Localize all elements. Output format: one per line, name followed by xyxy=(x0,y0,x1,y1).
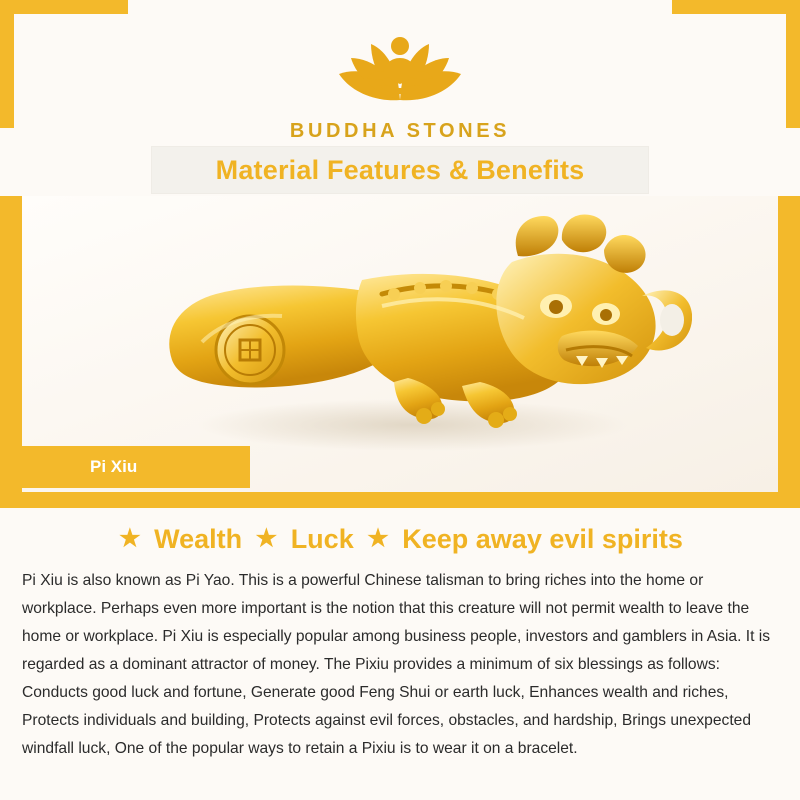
brand-logo xyxy=(0,22,800,143)
corner-frame-top-left-horizontal xyxy=(0,0,128,14)
benefits-headline xyxy=(0,524,800,555)
right-accent-band xyxy=(778,196,800,492)
product-label-bar xyxy=(22,446,250,488)
product-label: Pi Xiu xyxy=(90,457,138,476)
description-text: Pi Xiu is also known as Pi Yao. This is a powerful Chinese talisman to bring riches into the home or workplace. Perhaps even more important is the notion that this creature will not permit wealth to leave the home or workplace. Pi Xiu is especially popular among business people, investors and gamblers in Asia. It is regarded as a dominant attractor of money. The Pixiu provides a minimum of six blessings as follows: Conducts good luck and fortune, Generate good Feng Shui or earth luck, Enhances wealth and riches, Protects individuals and building, Protects against evil forces, obstacles, and hardship, Brings unexpected windfall luck, One of the popular ways to retain a Pixiu is to wear it on a bracelet. xyxy=(22,572,771,757)
brand-name: BUDDHA STONES xyxy=(289,120,511,142)
star-icon: ★ xyxy=(119,525,141,552)
lotus-meditation-figure-icon xyxy=(305,22,495,118)
section-title-banner xyxy=(152,147,648,193)
star-icon: ★ xyxy=(367,525,389,552)
gold-pixiu-pendant-image xyxy=(132,210,692,460)
bottom-accent-band xyxy=(0,492,800,508)
description-section xyxy=(0,508,800,800)
star-icon: ★ xyxy=(255,525,278,552)
benefit-item-1: Wealth xyxy=(154,524,243,554)
left-accent-band xyxy=(0,196,22,492)
page-title: Material Features & Benefits xyxy=(215,155,585,185)
benefit-item-2: Luck xyxy=(290,524,354,554)
corner-frame-top-right-horizontal xyxy=(672,0,800,14)
benefit-item-3: Keep away evil spirits xyxy=(402,524,683,554)
